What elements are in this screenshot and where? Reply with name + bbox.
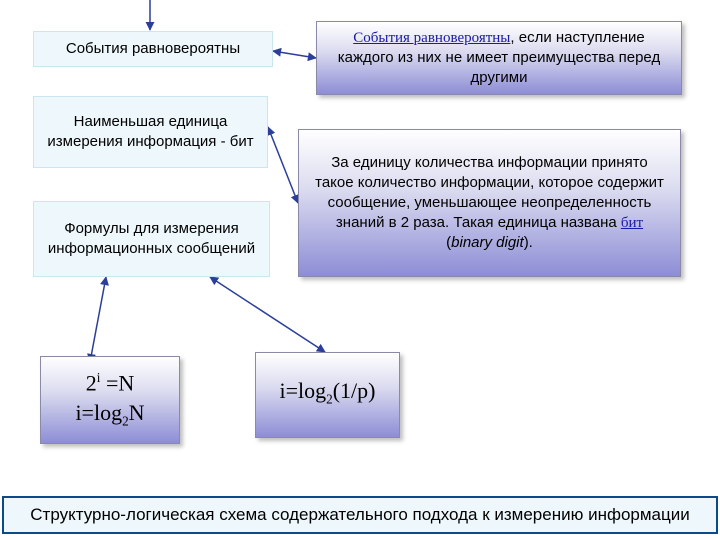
bit-paren-close: ). — [523, 234, 533, 251]
events-equiprobable-box — [33, 31, 273, 67]
diagram-caption — [2, 496, 718, 534]
diagram-caption-text: Структурно-логическая схема содержательного подхода к измерению информации — [30, 505, 690, 524]
smallest-unit-box — [33, 96, 268, 168]
arrow-unit-to-definition — [268, 127, 298, 203]
binary-digit-italic: binary digit — [451, 234, 524, 251]
bit-definition-box — [298, 129, 681, 277]
hartley-formula-line2: $i=\log_2N$ — [75, 400, 145, 429]
bit-definition-body: За единицу количества информации принято такое количество информации, которое содержит сообщение, уменьшающее неопределенность знаний в 2 раза. Такая единица названа — [315, 154, 664, 231]
smallest-unit-label: Наименьшая единица измерения информация - бит — [47, 113, 254, 150]
bit-term-link[interactable]: бит — [620, 215, 644, 231]
equiprobable-definition-box — [316, 21, 682, 95]
shannon-formula-box — [255, 352, 400, 438]
shannon-formula-text: $i=\log_2(1/p)$ — [279, 377, 376, 407]
measurement-formulas-box — [33, 201, 270, 277]
arrow-events-to-definition — [273, 51, 316, 58]
bit-definition-text — [311, 153, 668, 253]
equiprobable-definition-rest: , если наступление каждого из них не имеет преимущества перед другими — [337, 29, 661, 86]
bit-paren-open: ( — [446, 234, 452, 251]
events-equiprobable-label: События равновероятны — [65, 40, 241, 57]
measurement-formulas-label: Формулы для измерения информационных сообщений — [47, 220, 256, 257]
equiprobable-definition-text — [331, 28, 667, 88]
arrow-formulas-to-shannon — [210, 277, 325, 352]
hartley-formula-line1: $2^i =N$ — [85, 370, 135, 396]
hartley-formula-box — [40, 356, 180, 444]
arrow-formulas-to-hartley — [90, 277, 106, 362]
equiprobable-term-link[interactable]: События равновероятны — [353, 30, 511, 46]
